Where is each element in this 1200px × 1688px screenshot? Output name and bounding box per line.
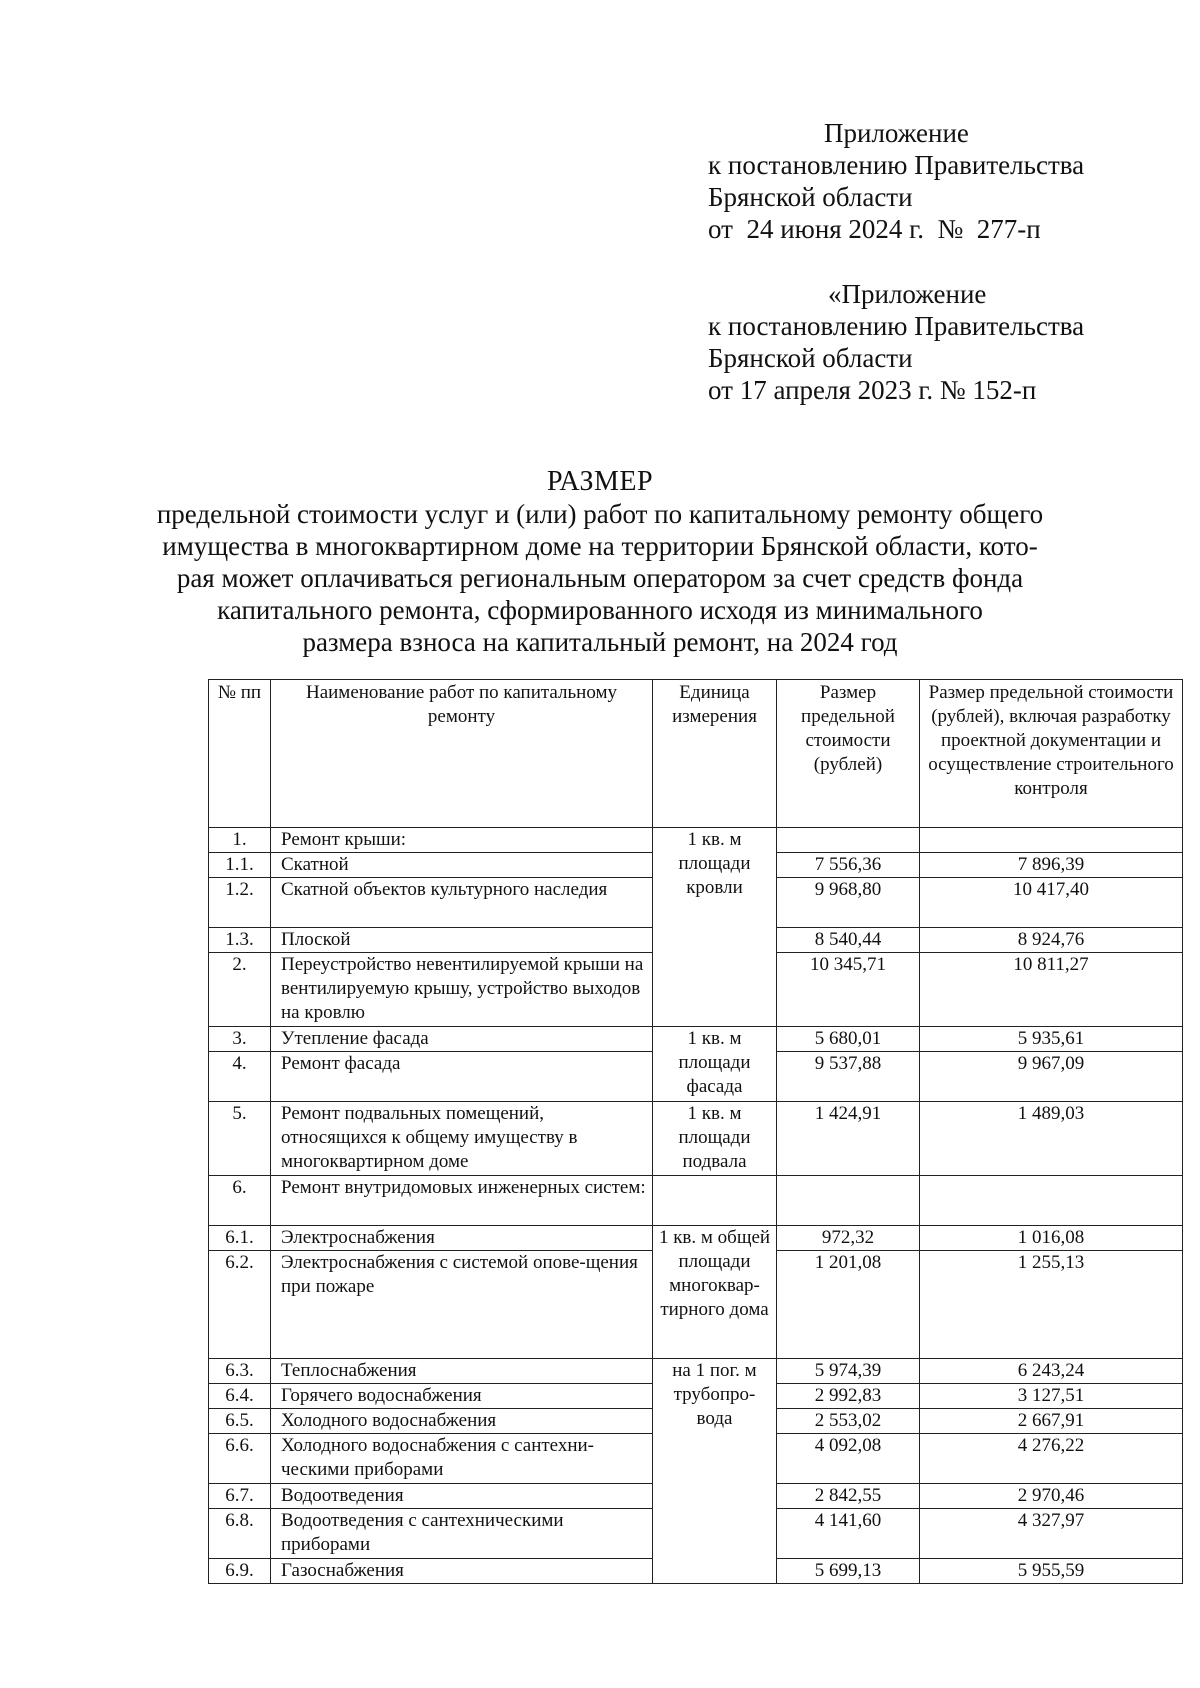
row-cost: 972,32: [777, 1226, 920, 1251]
header-num: № пп: [209, 680, 271, 828]
row-name: Скатной: [271, 853, 653, 878]
row-num: 6.7.: [209, 1484, 271, 1509]
row-cost: 9 537,88: [777, 1052, 920, 1102]
table-row: [209, 1226, 1183, 1251]
heading-line: имущества в многоквартирном доме на территории Брянской области, кото-: [162, 531, 1038, 561]
unit-cell-empty: [653, 1176, 777, 1226]
row-cost: 2 842,55: [777, 1484, 920, 1509]
row-cost: 10 345,71: [777, 953, 920, 1027]
row-name: Плоской: [271, 928, 653, 953]
table-row: [209, 1176, 1183, 1226]
row-cost: 7 556,36: [777, 853, 920, 878]
row-name: Горячего водоснабжения: [271, 1384, 653, 1409]
row-name: Электроснабжения: [271, 1226, 653, 1251]
row-num: 4.: [209, 1052, 271, 1102]
document-title: РАЗМЕР: [546, 466, 654, 497]
row-cost: 5 680,01: [777, 1027, 920, 1052]
appendix-title: «Приложение: [828, 279, 987, 309]
table-row: [209, 1027, 1183, 1052]
appendix-resolution: к постановлению Правительства: [708, 150, 1085, 180]
row-cost-full: 3 127,51: [920, 1384, 1183, 1409]
heading-line: рая может оплачиваться региональным оператором за счет средств фонда: [176, 563, 1024, 593]
row-cost-full: [920, 828, 1183, 853]
appendix-title: Приложение: [824, 118, 969, 148]
row-name: Холодного водоснабжения с сантехни-ческими приборами: [271, 1434, 653, 1484]
appendix-region: Брянской области: [708, 182, 913, 212]
row-num: 6.3.: [209, 1359, 271, 1384]
row-cost-full: 5 955,59: [920, 1559, 1183, 1584]
row-name: Водоотведения: [271, 1484, 653, 1509]
appendix-date: от 17 апреля 2023 г. № 152-п: [708, 375, 1037, 405]
row-cost: 9 968,80: [777, 878, 920, 928]
row-cost: 1 201,08: [777, 1251, 920, 1359]
row-cost: 2 992,83: [777, 1384, 920, 1409]
row-cost-full: 10 417,40: [920, 878, 1183, 928]
row-num: 6.4.: [209, 1384, 271, 1409]
appendix-previous: [708, 278, 1168, 406]
header-unit: Единица измерения: [653, 680, 777, 828]
heading-line: капитального ремонта, сформированного исходя из минимального: [217, 595, 983, 625]
unit-cell: 1 кв. м общей площади многоквар-тирного дома: [653, 1226, 777, 1359]
row-num: 3.: [209, 1027, 271, 1052]
appendix-region: Брянской области: [708, 343, 913, 373]
row-cost: 4 141,60: [777, 1509, 920, 1559]
row-name: Утепление фасада: [271, 1027, 653, 1052]
row-cost: 8 540,44: [777, 928, 920, 953]
row-num: 6.1.: [209, 1226, 271, 1251]
row-cost: [777, 1176, 920, 1226]
header-cost: Размер предельной стоимости (рублей): [777, 680, 920, 828]
row-num: 1.2.: [209, 878, 271, 928]
row-cost-full: 1 255,13: [920, 1251, 1183, 1359]
heading-line: предельной стоимости услуг и (или) работ по капитальному ремонту общего: [156, 499, 1044, 529]
row-name: Теплоснабжения: [271, 1359, 653, 1384]
row-cost-full: 4 276,22: [920, 1434, 1183, 1484]
unit-cell: 1 кв. м площади фасада: [653, 1027, 777, 1102]
row-num: 6.8.: [209, 1509, 271, 1559]
row-num: 6.5.: [209, 1409, 271, 1434]
row-cost-full: 2 667,91: [920, 1409, 1183, 1434]
row-num: 1.3.: [209, 928, 271, 953]
heading-line: размера взноса на капитальный ремонт, на 2024 год: [302, 627, 898, 657]
row-cost: 5 974,39: [777, 1359, 920, 1384]
row-name: Электроснабжения с системой опове-щения при пожаре: [271, 1251, 653, 1359]
row-cost-full: 8 924,76: [920, 928, 1183, 953]
header-name: Наименование работ по капитальному ремонту: [271, 680, 653, 828]
row-cost-full: 9 967,09: [920, 1052, 1183, 1102]
row-name: Водоотведения с сантехническими приборами: [271, 1509, 653, 1559]
row-cost: [777, 828, 920, 853]
row-cost: 2 553,02: [777, 1409, 920, 1434]
table-row: [209, 1359, 1183, 1384]
row-name: Ремонт подвальных помещений, относящихся к общему имуществу в многоквартирном доме: [271, 1102, 653, 1176]
appendix-current: [708, 117, 1168, 245]
row-num: 1.: [209, 828, 271, 853]
unit-cell: на 1 пог. м трубопро-вода: [653, 1359, 777, 1584]
cost-table: [208, 679, 1183, 1584]
unit-cell: 1 кв. м площади подвала: [653, 1102, 777, 1176]
header-cost-full: Размер предельной стоимости (рублей), включая разработку проектной документации и осуществление строительного контроля: [920, 680, 1183, 828]
table-row: [209, 1102, 1183, 1176]
row-cost-full: 5 935,61: [920, 1027, 1183, 1052]
appendix-resolution: к постановлению Правительства: [708, 311, 1085, 341]
row-num: 6.2.: [209, 1251, 271, 1359]
row-num: 6.: [209, 1176, 271, 1226]
row-cost-full: 4 327,97: [920, 1509, 1183, 1559]
row-cost-full: 1 489,03: [920, 1102, 1183, 1176]
row-cost: 5 699,13: [777, 1559, 920, 1584]
row-name: Ремонт крыши:: [271, 828, 653, 853]
unit-cell: 1 кв. м площади кровли: [653, 828, 777, 1027]
row-cost-full: [920, 1176, 1183, 1226]
document-heading: [150, 466, 1050, 658]
row-cost-full: 2 970,46: [920, 1484, 1183, 1509]
row-cost-full: 1 016,08: [920, 1226, 1183, 1251]
row-name: Переустройство невентилируемой крыши на вентилируемую крышу, устройство выходов на кровлю: [271, 953, 653, 1027]
row-cost-full: 6 243,24: [920, 1359, 1183, 1384]
row-num: 6.6.: [209, 1434, 271, 1484]
row-name: Ремонт фасада: [271, 1052, 653, 1102]
row-cost-full: 7 896,39: [920, 853, 1183, 878]
row-name: Ремонт внутридомовых инженерных систем:: [271, 1176, 653, 1226]
row-cost-full: 10 811,27: [920, 953, 1183, 1027]
row-num: 1.1.: [209, 853, 271, 878]
row-cost: 4 092,08: [777, 1434, 920, 1484]
table-header-row: [209, 680, 1183, 828]
row-name: Холодного водоснабжения: [271, 1409, 653, 1434]
row-num: 6.9.: [209, 1559, 271, 1584]
row-num: 2.: [209, 953, 271, 1027]
row-name: Скатной объектов культурного наследия: [271, 878, 653, 928]
row-num: 5.: [209, 1102, 271, 1176]
row-cost: 1 424,91: [777, 1102, 920, 1176]
appendix-date: от 24 июня 2024 г. № 277-п: [708, 214, 1041, 244]
row-name: Газоснабжения: [271, 1559, 653, 1584]
table-row: [209, 828, 1183, 853]
